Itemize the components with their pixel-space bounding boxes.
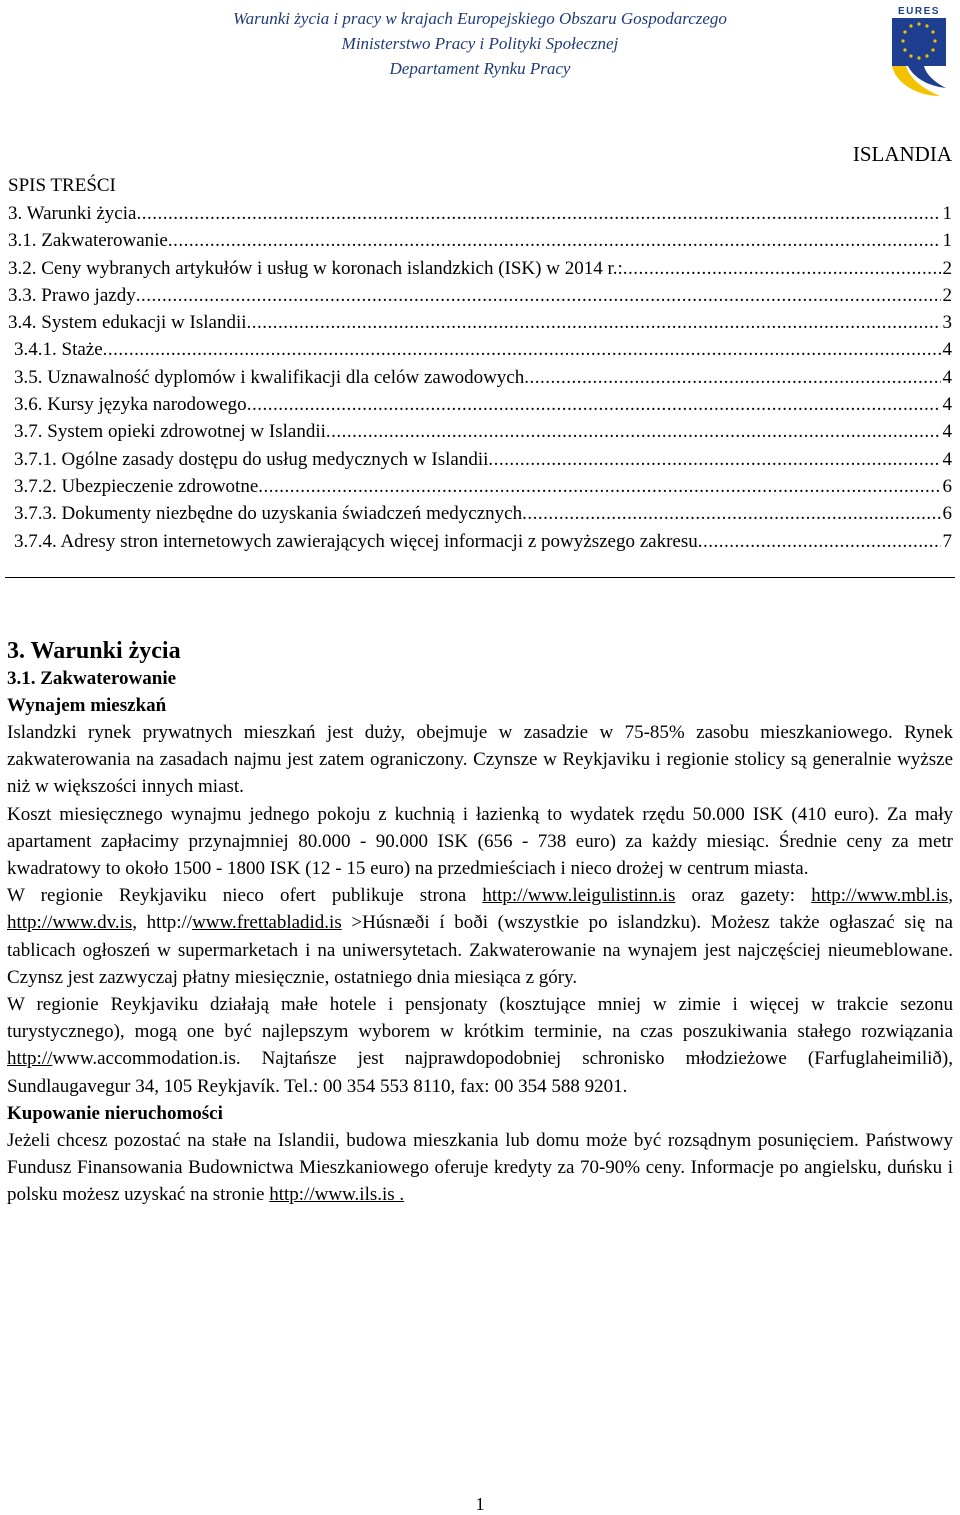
eures-logo: [888, 4, 950, 100]
buy-heading: Kupowanie nieruchomości: [7, 1102, 223, 1124]
subsection-heading: 3.1. Zakwaterowanie: [7, 668, 177, 689]
toc-item[interactable]: 3.2. Ceny wybranych artykułów i usług w koronach islandzkich (ISK) w 2014 r.: ..... 2: [8, 255, 952, 282]
paragraph-buying: Jeżeli chcesz pozostać na stałe na Islandii, budowa mieszkania lub domu może być rozsądnym posunięciem. Państwowy Fundusz Finansowania Budownictwa Mieszkaniowego oferuje kredyty za 70-90% ceny. Informacje po angielsku, duńsku i polsku możesz uzyskać na stronie http://www.ils.is .: [7, 1129, 953, 1206]
toc-item[interactable]: 3.7.3. Dokumenty niezbędne do uzyskania świadczeń medycznych ..... 6: [8, 500, 952, 527]
page-header: [0, 4, 960, 104]
eures-logo-text: EURES: [898, 6, 940, 17]
toc-title: SPIS TREŚCI: [8, 175, 116, 196]
paragraph-rental-costs: Koszt miesięcznego wynajmu jednego pokoju z kuchnią i łazienką to wydatek rzędu 50.000 ISK (410 euro). Za mały apartament zapłacimy przynajmniej 80.000 - 90.000 ISK (656 - 738 euro) za każdy miesiąc. Średnie ceny za metr kwadratowy to około 1500 - 1800 ISK (12 - 15 euro) na przedmieściach i nieco drożej w centrum miasta.: [7, 803, 953, 880]
header-text: [0, 6, 960, 81]
link-frettabladid[interactable]: www.frettabladid.is: [192, 912, 342, 934]
toc-item[interactable]: 3.7.2. Ubezpieczenie zdrowotne ..... 6: [8, 473, 952, 500]
toc-item[interactable]: 3.1. Zakwaterowanie ..... 1: [8, 227, 952, 254]
main-content: [7, 636, 953, 1208]
section-heading: 3. Warunki życia: [7, 638, 181, 664]
link-leigulistinn[interactable]: http://www.leigulistinn.is: [482, 885, 676, 907]
header-line-1: Warunki życia i pracy w krajach Europejskiego Obszaru Gospodarczego: [233, 9, 727, 28]
toc-item[interactable]: 3.7.1. Ogólne zasady dostępu do usług medycznych w Islandii ..... 4: [8, 446, 952, 473]
toc-item[interactable]: 3.7.4. Adresy stron internetowych zawierających więcej informacji z powyższego zakresu ..... 7: [8, 528, 952, 555]
link-ils[interactable]: http://www.ils.is .: [269, 1184, 405, 1206]
page-number: 1: [475, 1494, 485, 1514]
paragraph-hotels: W regionie Reykjaviku działają małe hotele i pensjonaty (kosztujące mniej w zimie i więcej w trakcie sezonu turystycznego), mogą one być najlepszym wyborem w krótkim terminie, na czas poszukiwania stałego rozwiązania http://www.accommodation.is. Najtańsze jest najprawdopodobniej schronisko młodzieżowe (Farfuglaheimilið), Sundlaugavegur 34, 105 Reykjavík. Tel.: 00 354 553 8110, fax: 00 354 588 9201.: [7, 994, 953, 1097]
toc-item[interactable]: 3.7. System opieki zdrowotnej w Islandii ..... 4: [8, 418, 952, 445]
link-mbl[interactable]: http://www.mbl.is: [811, 885, 949, 907]
link-dv[interactable]: http://www.dv.is: [7, 912, 133, 934]
country-name: ISLANDIA: [852, 142, 952, 166]
rent-heading: Wynajem mieszkań: [7, 695, 167, 716]
header-line-2: Ministerstwo Pracy i Polityki Społecznej: [341, 34, 619, 53]
header-line-3: Departament Rynku Pracy: [389, 59, 571, 78]
toc-item[interactable]: 3.5. Uznawalność dyplomów i kwalifikacji dla celów zawodowych ..... 4: [8, 364, 952, 391]
horizontal-divider: [5, 577, 955, 578]
table-of-contents: [8, 172, 952, 555]
toc-item[interactable]: 3.4.1. Staże ..... 4: [8, 336, 952, 363]
paragraph-rental-market: Islandzki rynek prywatnych mieszkań jest duży, obejmuje w zasadzie w 75-85% zasobu mieszkaniowego. Rynek zakwaterowania na zasadach najmu jest zatem ograniczony. Czynsze w Reykjaviku i regionie stolicy są generalnie wyższe niż w większości innych miast.: [7, 722, 953, 798]
toc-item[interactable]: 3. Warunki życia ..... 1: [8, 200, 952, 227]
toc-item[interactable]: 3.3. Prawo jazdy ..... 2: [8, 282, 952, 309]
link-accommodation[interactable]: http://: [7, 1048, 53, 1070]
toc-item[interactable]: 3.6. Kursy języka narodowego ..... 4: [8, 391, 952, 418]
toc-item[interactable]: 3.4. System edukacji w Islandii ..... 3: [8, 309, 952, 336]
paragraph-listings: W regionie Reykjaviku nieco ofert publikuje strona http://www.leigulistinn.is oraz gazety: http://www.mbl.is, http://www.dv.is, http://www.frettabladid.is >Húsnæði í boði (wszystkie po islandzku). Możesz także ogłaszać się na tablicach ogłoszeń w supermarketach i na uniwersytetach. Zakwaterowanie na wynajem jest najczęściej nieumeblowane. Czynsz jest zazwyczaj płatny miesięcznie, ostatniego dnia miesiąca z góry.: [7, 885, 953, 988]
